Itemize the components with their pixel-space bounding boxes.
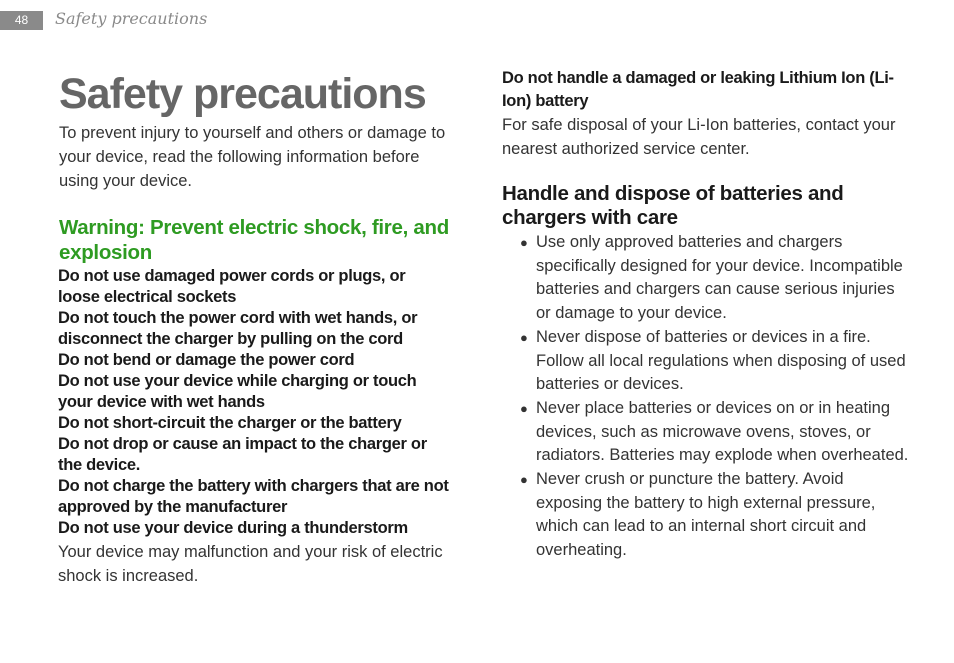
li-ion-body: For safe disposal of your Li-Ion batteries, contact your nearest authorized service center. — [502, 116, 896, 158]
intro-paragraph: To prevent injury to yourself and others or damage to your device, read the following information before using your device. — [59, 124, 446, 190]
list-item — [520, 468, 910, 563]
list-item — [520, 231, 910, 326]
bullet-icon: ● — [520, 235, 528, 250]
warning-item: Do not charge the battery with chargers that are not approved by the manufacturer — [58, 477, 449, 516]
list-item — [520, 326, 910, 397]
warning-list — [58, 266, 450, 588]
list-item-text: Use only approved batteries and chargers specifically designed for your device. Incompatible batteries and chargers can cause serious injuries or damage to your device. — [536, 233, 903, 323]
warning-item: Do not drop or cause an impact to the charger or the device. — [58, 435, 427, 474]
list-item — [520, 397, 910, 468]
running-header: Safety precautions — [55, 9, 208, 28]
list-item-text: Never place batteries or devices on or in heating devices, such as microwave ovens, stoves, or radiators. Batteries may explode when overheated. — [536, 398, 909, 465]
page-title: Safety precautions — [59, 70, 426, 118]
warning-item: Do not use damaged power cords or plugs, or loose electrical sockets — [58, 267, 406, 306]
warning-item: Do not touch the power cord with wet hands, or disconnect the charger by pulling on the cord — [58, 309, 418, 348]
batteries-heading: Handle and dispose of batteries and chargers with care — [502, 182, 844, 229]
page-number: 48 — [0, 11, 43, 30]
warning-item: Do not bend or damage the power cord — [58, 351, 355, 369]
list-item-text: Never dispose of batteries or devices in a fire. Follow all local regulations when disposing of used batteries or devices. — [536, 327, 906, 394]
bullet-icon: ● — [520, 400, 528, 416]
warning-heading: Warning: Prevent electric shock, fire, and explosion — [59, 216, 449, 264]
warning-note: Your device may malfunction and your risk of electric shock is increased. — [58, 543, 443, 585]
bullet-icon: ● — [520, 472, 528, 488]
warning-item: Do not use your device while charging or touch your device with wet hands — [58, 372, 417, 411]
warning-item: Do not use your device during a thunderstorm — [58, 519, 408, 537]
batteries-bullet-list — [520, 231, 910, 563]
list-item-text: Never crush or puncture the battery. Avoid exposing the battery to high external pressure, which can lead to an internal short circuit and overheating. — [536, 470, 876, 560]
li-ion-heading: Do not handle a damaged or leaking Lithium Ion (Li-Ion) battery — [502, 69, 894, 110]
warning-item: Do not short-circuit the charger or the battery — [58, 414, 402, 432]
bullet-icon: ● — [520, 329, 528, 345]
